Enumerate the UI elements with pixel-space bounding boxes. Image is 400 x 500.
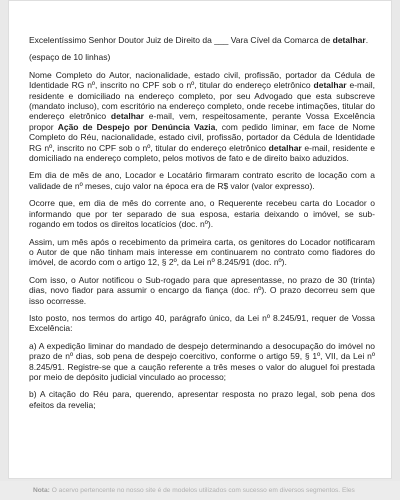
text-span: e-mail, residente e domiciliado na endereço completo, pelos motivos de fato e de direito baixo aduzidos. (29, 142, 375, 164)
footer-note (0, 481, 400, 500)
bold-placeholder: detalhar (313, 80, 347, 91)
addressee-paragraph (29, 35, 375, 45)
bold-placeholder: detalhar (332, 35, 366, 45)
action-title: Ação de Despejo por Denúncia Vazia (57, 121, 216, 132)
text-span: . (365, 35, 369, 45)
text-span: , com pedido liminar, em face de Nome Completo do Réu, nacionalidade, estado civil, profissão, portador da Cédula de Identidade RG nº, inscrito no CPF sob o nº, titular do endereço eletrônico (29, 121, 376, 153)
bold-placeholder: detalhar (110, 111, 144, 122)
text-span: Excelentíssimo Senhor Doutor Juiz de Direito da ___ Vara Cível da Comarca de (29, 35, 333, 45)
footer-label: Nota: (33, 487, 50, 494)
spacing-note: (espaço de 10 linhas) (29, 52, 111, 63)
bold-placeholder: detalhar (268, 142, 302, 153)
request-item-b: b) A citação do Réu para, querendo, apresentar resposta no prazo legal, sob pena dos efeitos da revelia; (29, 389, 375, 410)
petition-text (29, 35, 375, 410)
footer-text: O acervo pertencente no nosso site é de modelos utilizados com sucesso em diversos segmentos. Eles (51, 487, 355, 494)
qualification-paragraph (29, 70, 375, 164)
request-item-a: a) A expedição liminar do mandado de despejo determinando a desocupação do imóvel no prazo de nº dias, sob pena de despejo coercitivo, conforme o artigo 59, § 1º, VII, da Lei nº 8.245/91. Registre-se que a caução referente a três meses o valor do aluguel foi prestada por meio de depósito judicial vinculado ao processo; (29, 340, 375, 382)
document-preview (8, 0, 392, 479)
text-span: e-mail, vem, respeitosamente, perante Vossa Excelência propor (29, 111, 375, 132)
text-span: e-mail, residente e domiciliado na endereço completo, por seu Advogado que esta subscreve (mandato incluso), com escritório na endereço completo, onde recebe intimações, titular do endereço eletrônico (29, 80, 376, 122)
guarantors-paragraph: Assim, um mês após o recebimento da primeira carta, os genitores do Locador notificaram o Autor de que não tinham mais interesse em continuarem no contrato como fiadores do imóvel, de acordo com o artigo 12, § 2º, da Lei nº 8.245/91 (doc. nº). (29, 236, 375, 268)
request-intro-paragraph: Isto posto, nos termos do artigo 40, parágrafo único, da Lei nº 8.245/91, requer de Vossa Excelência: (29, 312, 375, 334)
notification-paragraph: Com isso, o Autor notificou o Sub-rogado para que apresentasse, no prazo de 30 (trinta) dias, novo fiador para assumir o encargo da fiança (doc. nº). O prazo decorreu sem que isso ocorresse. (29, 274, 375, 306)
contract-paragraph: Em dia de mês de ano, Locador e Locatário firmaram contrato escrito de locação com a validade de nº meses, cujo valor na época era de R$ valor (valor expresso). (29, 170, 375, 191)
letter-paragraph: Ocorre que, em dia de mês do corrente ano, o Requerente recebeu carta do Locador o informando que por ter separado de sua esposa, estaria deixando o imóvel, se sub-rogando em todos os direitos locatícios (doc. nº). (29, 198, 375, 230)
text-span: Nome Completo do Autor, nacionalidade, estado civil, profissão, portador da Cédula de Identidade RG nº, inscrito no CPF sob o nº, titular do endereço eletrônico (29, 69, 375, 91)
